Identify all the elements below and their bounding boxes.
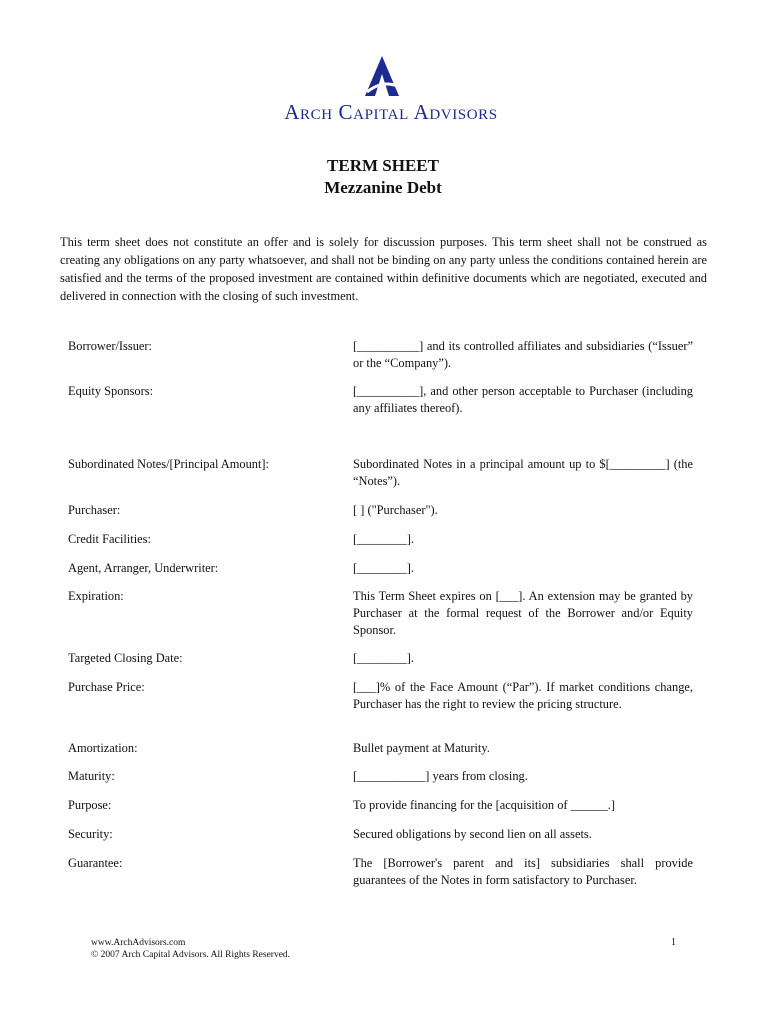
company-name: Arch Capital Advisors	[284, 100, 498, 124]
term-label: Amortization:	[68, 741, 138, 755]
document-subtitle: Mezzanine Debt	[324, 178, 442, 197]
page-number: 1	[671, 937, 676, 948]
term-value: Subordinated Notes in a principal amount up to $[_________] (the “Notes”).	[353, 457, 693, 488]
term-value: [__________] and its controlled affiliates and subsidiaries (“Issuer” or the “Company”).	[353, 339, 693, 370]
term-label: Agent, Arranger, Underwriter:	[68, 561, 219, 575]
term-value: [___]% of the Face Amount (“Par”). If market conditions change, Purchaser has the right to review the pricing structure.	[353, 680, 693, 711]
term-label: Guarantee:	[68, 856, 123, 870]
footer-copyright: © 2007 Arch Capital Advisors. All Rights Reserved.	[91, 950, 291, 960]
footer-website: www.ArchAdvisors.com	[91, 938, 186, 948]
disclaimer-paragraph: This term sheet does not constitute an offer and is solely for discussion purposes. This term sheet shall not be construed as creating any obligations on any party whatsoever, and shall not be binding on any party unless the conditions contained herein are satisfied and the terms of the proposed investment are contained within definitive documents which are negotiated, executed and delivered in connection with the closing of such investment.	[60, 235, 707, 303]
term-label: Purchaser:	[68, 503, 121, 517]
term-value: Bullet payment at Maturity.	[353, 741, 490, 755]
term-value: To provide financing for the [acquisition of ______.]	[353, 798, 616, 812]
term-value: The [Borrower's parent and its] subsidiaries shall provide guarantees of the Notes in form satisfactory to Purchaser.	[353, 856, 693, 887]
term-value: [________].	[353, 561, 414, 575]
term-label: Maturity:	[68, 769, 115, 783]
term-label: Subordinated Notes/[Principal Amount]:	[68, 457, 269, 471]
term-label: Security:	[68, 827, 113, 841]
term-label: Equity Sponsors:	[68, 384, 154, 398]
term-value: This Term Sheet expires on [___]. An extension may be granted by Purchaser at the formal request of the Borrower and/or Equity Sponsor.	[353, 589, 693, 637]
term-label: Targeted Closing Date:	[68, 651, 183, 665]
footer	[91, 937, 290, 961]
term-value: [________].	[353, 532, 414, 546]
term-value: [___________] years from closing.	[353, 769, 528, 783]
document-title: TERM SHEET	[327, 156, 439, 175]
term-value: [________].	[353, 651, 414, 665]
term-value: [__________], and other person acceptable to Purchaser (including any affiliates thereof).	[353, 384, 693, 415]
term-label: Purchase Price:	[68, 680, 145, 694]
term-value: Secured obligations by second lien on all assets.	[353, 827, 592, 841]
term-label: Credit Facilities:	[68, 532, 151, 546]
term-label: Expiration:	[68, 589, 124, 603]
term-label: Purpose:	[68, 798, 112, 812]
term-label: Borrower/Issuer:	[68, 339, 152, 353]
term-value: [ ] ("Purchaser").	[353, 503, 438, 517]
